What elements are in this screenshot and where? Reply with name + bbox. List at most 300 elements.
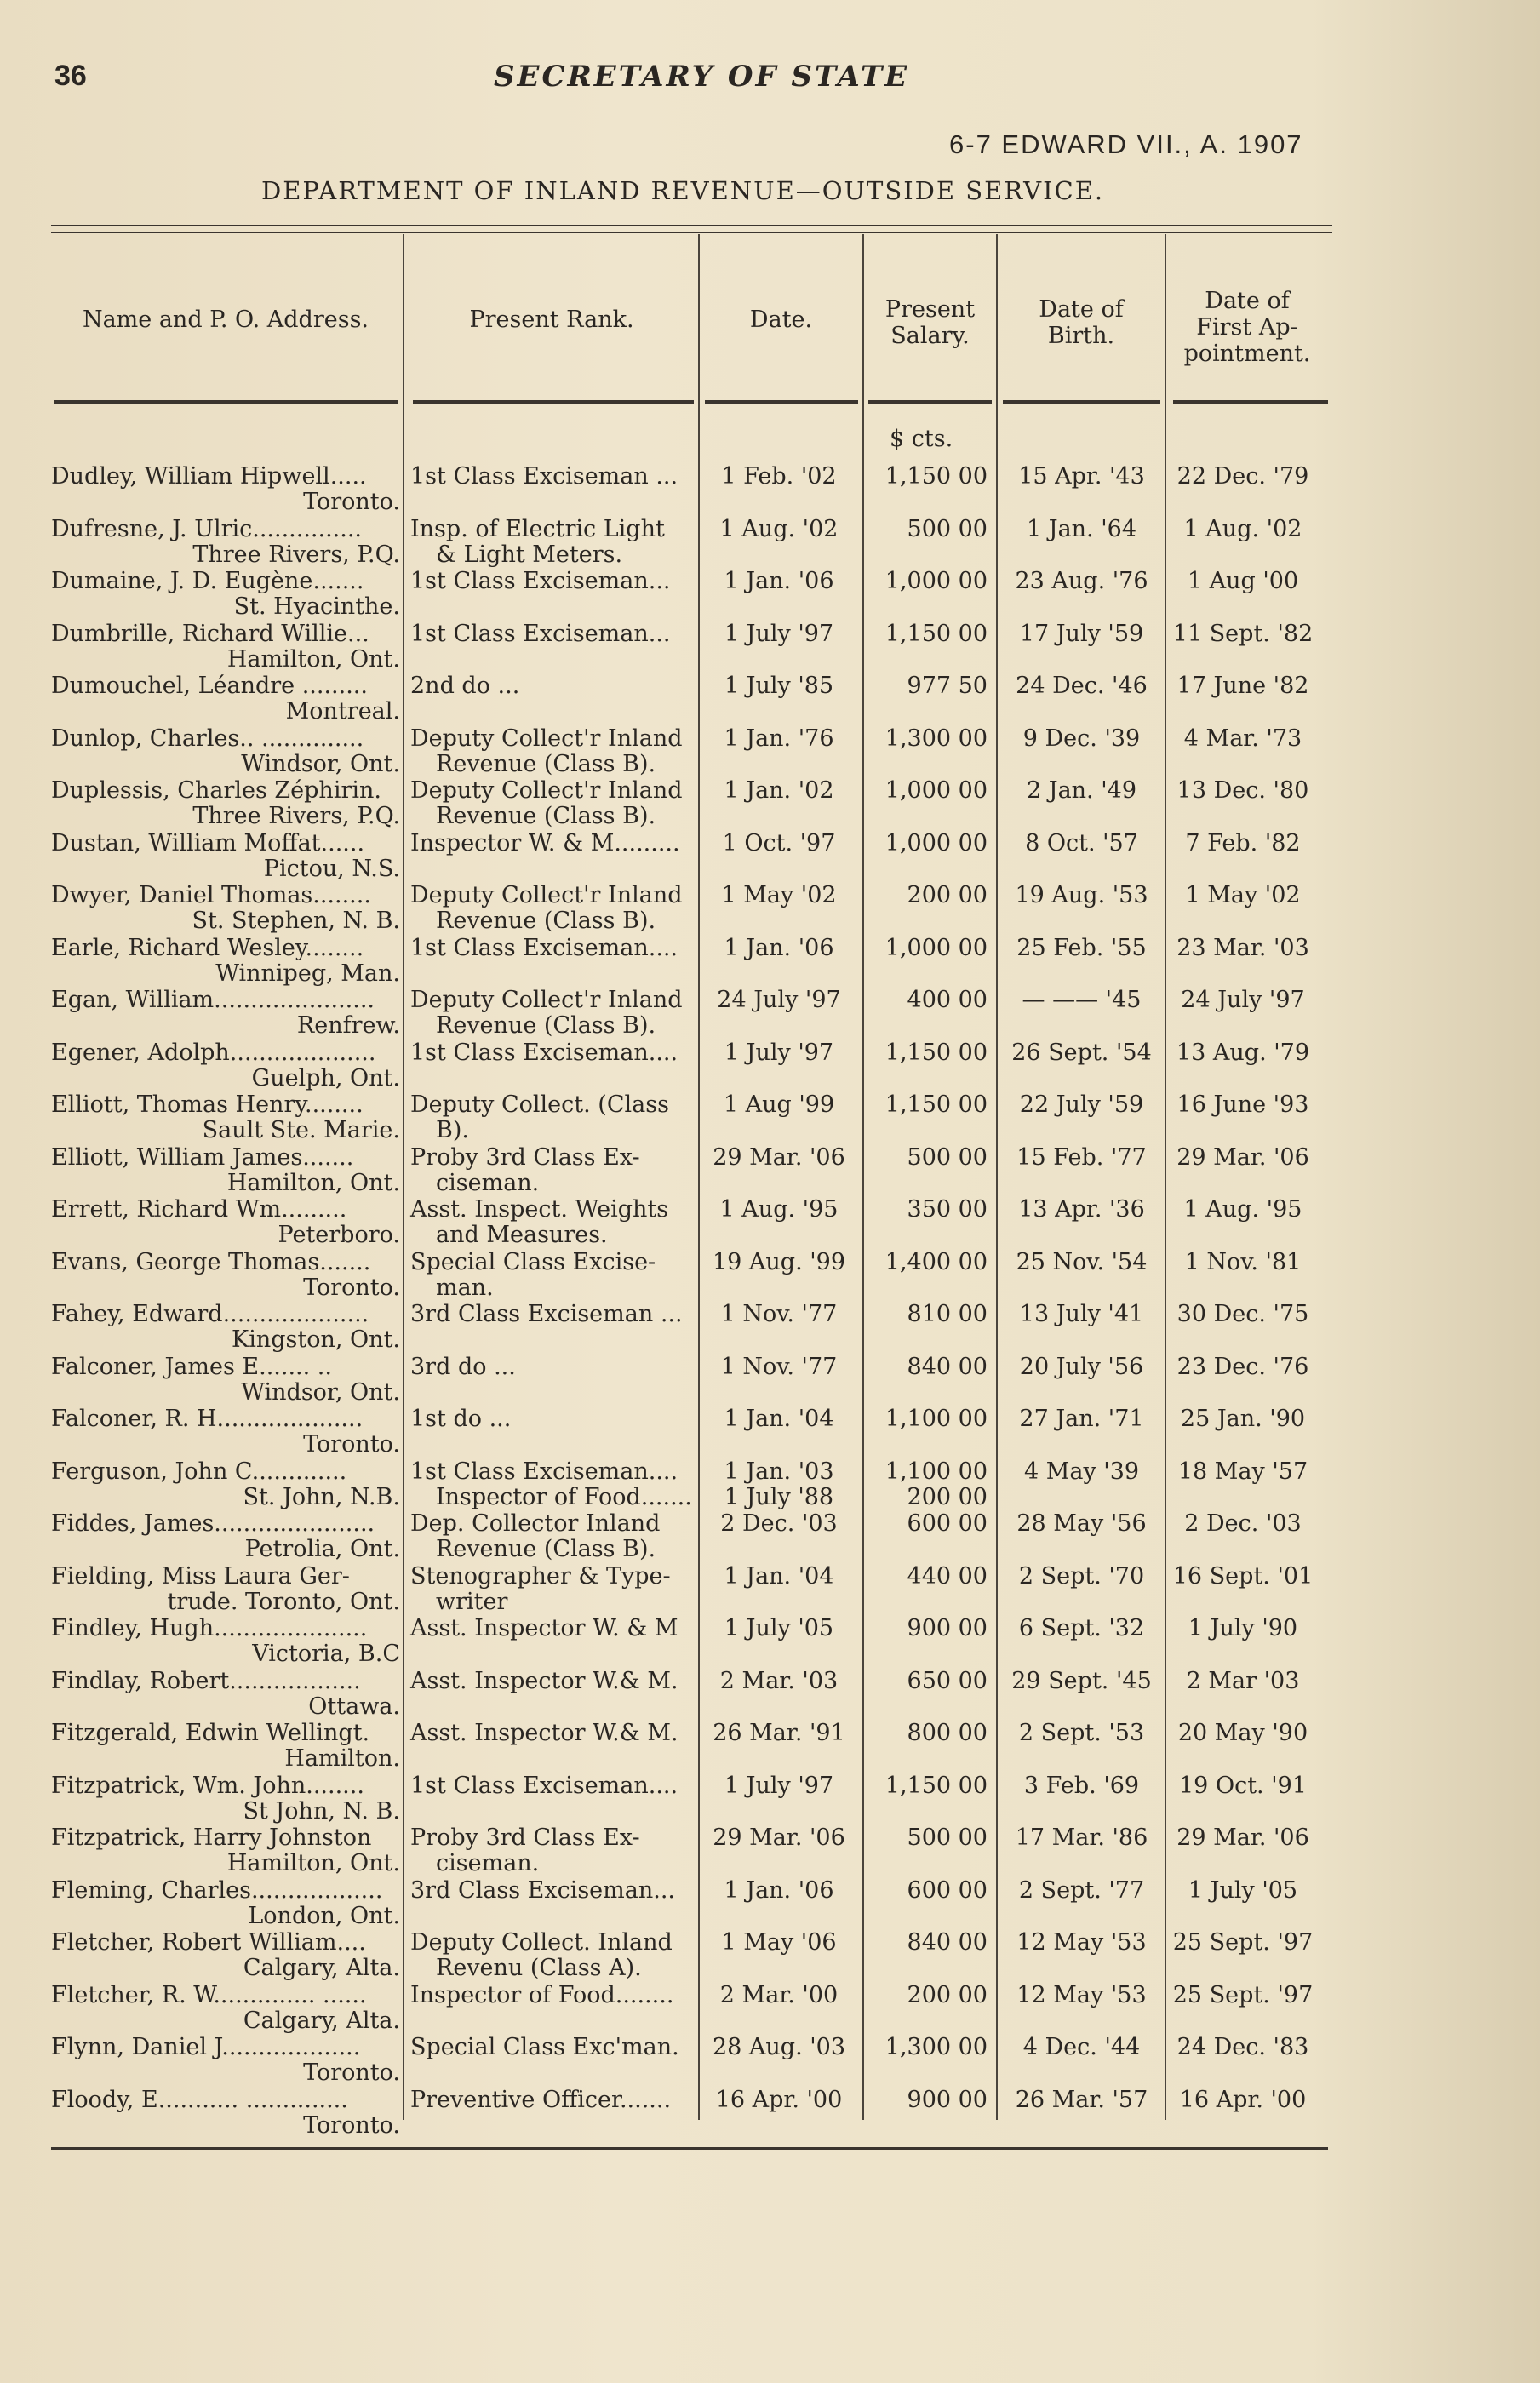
birth-date-cell bbox=[1003, 1721, 1160, 1746]
rank-date: 1 Jan. '04 bbox=[724, 1406, 834, 1432]
present-salary: 200 00 bbox=[907, 882, 988, 908]
present-rank: Deputy Collect'r Inland bbox=[410, 725, 683, 752]
present-rank: Asst. Inspector W.& M. bbox=[410, 1667, 678, 1694]
rank-date: 26 Mar. '91 bbox=[713, 1720, 845, 1746]
date-of-first-appointment: 1 May '02 bbox=[1185, 882, 1301, 908]
birth-date-cell bbox=[1003, 1145, 1160, 1171]
top-rule-2 bbox=[51, 232, 1332, 233]
date-of-first-appointment: 1 Aug. '02 bbox=[1183, 515, 1302, 542]
birth-date-cell bbox=[1003, 1406, 1160, 1432]
officer-name-cell bbox=[51, 1406, 400, 1458]
date-of-birth: 17 July '59 bbox=[1019, 620, 1144, 647]
officer-name-cell bbox=[51, 829, 400, 882]
date-cell bbox=[702, 1616, 856, 1641]
date-of-birth: 12 May '53 bbox=[1016, 1929, 1147, 1956]
birth-date-cell bbox=[1003, 1878, 1160, 1904]
table-row bbox=[0, 569, 1540, 622]
date-cell bbox=[702, 1511, 856, 1537]
top-rule-1 bbox=[51, 225, 1332, 226]
rank-date: 2 Mar. '00 bbox=[719, 1981, 839, 2008]
rank-date: 1 Oct. '97 bbox=[722, 829, 836, 856]
rank-cell bbox=[410, 569, 696, 594]
post-office-address: Victoria, B.C bbox=[252, 1641, 400, 1667]
post-office-address: Toronto. bbox=[303, 1274, 400, 1301]
birth-date-cell bbox=[1003, 1092, 1160, 1118]
officer-name: Duplessis, Charles Zéphirin. bbox=[51, 777, 381, 804]
present-salary: 1,100 00 bbox=[884, 1406, 988, 1432]
header-underline bbox=[1003, 400, 1160, 404]
date-cell bbox=[702, 1250, 856, 1275]
post-office-address: London, Ont. bbox=[248, 1902, 400, 1929]
birth-date-cell bbox=[1003, 1197, 1160, 1223]
rank-cell bbox=[410, 1669, 696, 1694]
rank-cell bbox=[410, 987, 696, 1039]
officer-name: Fitzpatrick, Wm. John........ bbox=[51, 1772, 364, 1799]
present-salary: 977 50 bbox=[907, 673, 988, 699]
salary-cell bbox=[864, 1302, 988, 1327]
first-appointment-cell bbox=[1166, 2035, 1320, 2060]
date-cell bbox=[702, 1878, 856, 1904]
date-cell bbox=[702, 1406, 856, 1432]
rank-date: 1 Jan. '06 bbox=[724, 568, 834, 594]
salary-cell bbox=[864, 1930, 988, 1956]
present-salary: 500 00 bbox=[907, 515, 988, 542]
officer-name: Elliott, Thomas Henry........ bbox=[51, 1091, 364, 1118]
salary-cell bbox=[864, 1773, 988, 1799]
rank-date: 28 Aug. '03 bbox=[712, 2034, 846, 2060]
header-date: Date. bbox=[749, 306, 813, 333]
first-appointment-cell bbox=[1166, 1355, 1320, 1380]
salary-cell bbox=[864, 1983, 988, 2008]
date-of-birth: 3 Feb. '69 bbox=[1023, 1772, 1140, 1799]
rank-cell bbox=[410, 1929, 696, 1981]
officer-name: Egan, William...................... bbox=[51, 987, 375, 1013]
officer-name-cell bbox=[51, 1091, 400, 1143]
salary-cell bbox=[864, 1092, 988, 1118]
present-salary: 1,000 00 bbox=[884, 568, 988, 594]
present-rank-continued: ciseman. bbox=[436, 1850, 540, 1876]
rank-date: 1 July '97 bbox=[724, 1772, 834, 1799]
officer-name: Earle, Richard Wesley........ bbox=[51, 934, 364, 961]
present-rank: 3rd Class Exciseman... bbox=[410, 1876, 676, 1904]
regnal-year: 6-7 EDWARD VII., A. 1907 bbox=[949, 129, 1303, 159]
date-of-birth: 2 Jan. '49 bbox=[1026, 777, 1136, 804]
running-head: SECRETARY OF STATE bbox=[494, 60, 910, 94]
date-cell bbox=[702, 2088, 856, 2113]
date-cell bbox=[702, 1092, 856, 1118]
present-salary: 400 00 bbox=[907, 987, 988, 1013]
post-office-address: Calgary, Alta. bbox=[243, 2007, 400, 2034]
birth-date-cell bbox=[1003, 1773, 1160, 1799]
first-appointment-cell bbox=[1166, 1092, 1320, 1118]
rank-date: 2 Mar. '03 bbox=[719, 1667, 839, 1694]
rank-date: 1 May '02 bbox=[721, 882, 837, 908]
present-rank: Asst. Inspector W.& M. bbox=[410, 1720, 678, 1746]
rank-cell bbox=[410, 515, 696, 568]
birth-date-cell bbox=[1003, 1616, 1160, 1641]
date-of-first-appointment: 23 Dec. '76 bbox=[1176, 1353, 1309, 1380]
salary-cell bbox=[864, 1511, 988, 1537]
table-row bbox=[0, 1773, 1540, 1826]
birth-date-cell bbox=[1003, 883, 1160, 908]
birth-date-cell bbox=[1003, 831, 1160, 856]
officer-name-cell bbox=[51, 1458, 400, 1510]
table-row bbox=[0, 1511, 1540, 1564]
salary-cell bbox=[864, 464, 988, 490]
date-of-first-appointment: 16 Apr. '00 bbox=[1179, 2086, 1307, 2113]
present-salary: 200 00 bbox=[907, 1981, 988, 2008]
present-rank: Asst. Inspector W. & M bbox=[410, 1615, 678, 1641]
date-of-first-appointment: 2 Mar '03 bbox=[1186, 1667, 1300, 1694]
salary-cell bbox=[864, 1721, 988, 1746]
date-of-first-appointment: 16 Sept. '01 bbox=[1172, 1562, 1314, 1590]
rank-cell bbox=[410, 1510, 696, 1562]
rank-date: 19 Aug. '99 bbox=[712, 1248, 846, 1275]
rank-cell bbox=[410, 725, 696, 777]
date-of-first-appointment: 29 Mar. '06 bbox=[1176, 1824, 1309, 1851]
date-of-birth: 13 Apr. '36 bbox=[1018, 1196, 1145, 1223]
birth-date-cell bbox=[1003, 1250, 1160, 1275]
present-salary: 1,300 00 bbox=[884, 2034, 988, 2060]
present-rank-continued: Revenu (Class A). bbox=[436, 1955, 642, 1981]
officer-name: Evans, George Thomas....... bbox=[51, 1248, 371, 1275]
first-appointment-cell bbox=[1166, 726, 1320, 752]
salary-cell bbox=[864, 1355, 988, 1380]
table-row bbox=[0, 2088, 1540, 2140]
table-row bbox=[0, 1930, 1540, 1983]
present-salary: 600 00 bbox=[907, 1876, 988, 1904]
officer-name: Dunlop, Charles.. .............. bbox=[51, 725, 364, 752]
date-of-first-appointment: 7 Feb. '82 bbox=[1185, 829, 1301, 856]
rank-date: 1 Aug. '02 bbox=[719, 515, 839, 542]
salary-cell bbox=[864, 622, 988, 647]
date-of-birth: 20 July '56 bbox=[1019, 1353, 1144, 1380]
present-rank: 1st Class Exciseman.... bbox=[410, 1458, 678, 1485]
date-of-first-appointment: 11 Sept. '82 bbox=[1172, 620, 1314, 647]
table-row bbox=[0, 1878, 1540, 1931]
present-rank: 1st Class Exciseman.... bbox=[410, 934, 678, 961]
present-salary: 840 00 bbox=[907, 1353, 988, 1380]
officer-name: Dwyer, Daniel Thomas........ bbox=[51, 882, 371, 908]
officer-name-cell bbox=[51, 1981, 400, 2034]
date-cell bbox=[702, 1983, 856, 2008]
post-office-address: Hamilton, Ont. bbox=[226, 1850, 400, 1876]
rank-cell bbox=[410, 464, 696, 490]
rank-date: 29 Mar. '06 bbox=[713, 1143, 845, 1171]
date-of-birth: 9 Dec. '39 bbox=[1022, 725, 1141, 752]
header-underline bbox=[705, 400, 858, 404]
birth-date-cell bbox=[1003, 1669, 1160, 1694]
post-office-address: Three Rivers, P.Q. bbox=[192, 803, 400, 829]
officer-name: Floody, E........... .............. bbox=[51, 2086, 348, 2113]
table-row bbox=[0, 517, 1540, 570]
salary-cell bbox=[864, 517, 988, 542]
present-rank: Deputy Collect. (Class bbox=[410, 1091, 669, 1118]
present-salary: 1,400 00 bbox=[884, 1248, 988, 1275]
officer-name-cell bbox=[51, 1353, 400, 1406]
date-of-birth: 23 Aug. '76 bbox=[1015, 568, 1148, 594]
officer-name-cell bbox=[51, 1301, 400, 1353]
present-salary: 1,150 00 bbox=[884, 1772, 988, 1799]
present-salary-second: 200 00 bbox=[907, 1483, 988, 1510]
rank-cell bbox=[410, 673, 696, 699]
post-office-address: trude. Toronto, Ont. bbox=[167, 1588, 400, 1615]
post-office-address: St. Stephen, N. B. bbox=[192, 908, 400, 934]
rank-cell bbox=[410, 936, 696, 961]
post-office-address: Calgary, Alta. bbox=[243, 1955, 400, 1981]
salary-cell bbox=[864, 1406, 988, 1432]
present-salary: 1,000 00 bbox=[884, 934, 988, 961]
salary-cell bbox=[864, 569, 988, 594]
page-number: 36 bbox=[54, 60, 87, 92]
rank-date: 1 Jan. '02 bbox=[724, 777, 834, 804]
present-rank: Deputy Collect'r Inland bbox=[410, 882, 683, 908]
salary-cell bbox=[864, 673, 988, 699]
officer-name: Findlay, Robert.................. bbox=[51, 1667, 361, 1694]
date-of-first-appointment: 18 May '57 bbox=[1177, 1458, 1308, 1485]
salary-cell bbox=[864, 831, 988, 856]
present-rank-continued: Revenue (Class B). bbox=[436, 1536, 656, 1562]
present-salary: 500 00 bbox=[907, 1143, 988, 1171]
table-row bbox=[0, 1669, 1540, 1721]
present-rank: Asst. Inspect. Weights bbox=[410, 1196, 669, 1223]
rank-date: 1 Aug. '95 bbox=[719, 1196, 839, 1223]
date-of-birth: 2 Sept. '77 bbox=[1018, 1876, 1145, 1904]
table-row bbox=[0, 1825, 1540, 1878]
post-office-address: Windsor, Ont. bbox=[241, 750, 400, 777]
post-office-address: Toronto. bbox=[303, 1431, 400, 1458]
officer-name: Fleming, Charles.................. bbox=[51, 1876, 383, 1904]
salary-cell bbox=[864, 1616, 988, 1641]
birth-date-cell bbox=[1003, 1564, 1160, 1590]
date-of-first-appointment: 4 Mar. '73 bbox=[1183, 725, 1302, 752]
officer-name: Fitzpatrick, Harry Johnston bbox=[51, 1824, 372, 1851]
salary-cell bbox=[864, 1825, 988, 1851]
birth-date-cell bbox=[1003, 1302, 1160, 1327]
first-appointment-cell bbox=[1166, 988, 1320, 1013]
date-cell bbox=[702, 936, 856, 961]
present-salary: 1,150 00 bbox=[884, 463, 988, 490]
rank-date: 1 May '06 bbox=[721, 1929, 837, 1956]
date-cell bbox=[702, 622, 856, 647]
officer-name-cell bbox=[51, 2086, 400, 2139]
post-office-address: Guelph, Ont. bbox=[251, 1064, 400, 1091]
table-row bbox=[0, 1197, 1540, 1250]
rank-cell bbox=[410, 777, 696, 829]
officer-name: Dumbrille, Richard Willie... bbox=[51, 620, 369, 647]
post-office-address: Hamilton. bbox=[284, 1745, 400, 1772]
first-appointment-cell bbox=[1166, 778, 1320, 804]
present-salary: 1,150 00 bbox=[884, 1039, 988, 1066]
table-row bbox=[0, 988, 1540, 1040]
first-appointment-cell bbox=[1166, 1878, 1320, 1904]
first-appointment-cell bbox=[1166, 1616, 1320, 1641]
officer-name: Egener, Adolph.................... bbox=[51, 1039, 376, 1066]
date-of-birth: 25 Feb. '55 bbox=[1016, 934, 1147, 961]
present-rank: Inspector W. & M......... bbox=[410, 829, 680, 856]
post-office-address: Windsor, Ont. bbox=[241, 1378, 400, 1406]
present-salary: 900 00 bbox=[907, 1615, 988, 1641]
first-appointment-cell bbox=[1166, 464, 1320, 490]
officer-name-cell bbox=[51, 1772, 400, 1824]
birth-date-cell bbox=[1003, 1040, 1160, 1066]
rank-cell bbox=[410, 1562, 696, 1615]
officer-name: Dustan, William Moffat...... bbox=[51, 829, 365, 856]
date-cell bbox=[702, 1197, 856, 1223]
first-appointment-cell bbox=[1166, 673, 1320, 699]
present-rank: 1st Class Exciseman.... bbox=[410, 1039, 678, 1066]
date-of-birth: 22 July '59 bbox=[1019, 1091, 1144, 1118]
table-row bbox=[0, 1564, 1540, 1617]
present-rank: 1st Class Exciseman... bbox=[410, 568, 671, 594]
salary-cell bbox=[864, 1040, 988, 1066]
date-cell bbox=[702, 1302, 856, 1327]
salary-cell bbox=[864, 2035, 988, 2060]
date-of-birth: 29 Sept. '45 bbox=[1011, 1667, 1152, 1694]
table-body bbox=[0, 464, 1540, 2140]
officer-name-cell bbox=[51, 1876, 400, 1929]
table-row bbox=[0, 778, 1540, 831]
date-of-first-appointment: 25 Sept. '97 bbox=[1172, 1929, 1314, 1956]
birth-date-cell bbox=[1003, 2088, 1160, 2113]
date-of-birth: 4 May '39 bbox=[1023, 1458, 1140, 1485]
birth-date-cell bbox=[1003, 622, 1160, 647]
date-of-first-appointment: 23 Mar. '03 bbox=[1176, 934, 1309, 961]
officer-name-cell bbox=[51, 620, 400, 673]
present-salary: 1,100 00 bbox=[884, 1458, 988, 1485]
rank-cell bbox=[410, 1878, 696, 1904]
rank-cell bbox=[410, 1040, 696, 1066]
present-rank-continued: & Light Meters. bbox=[436, 541, 623, 568]
post-office-address: Toronto. bbox=[303, 2111, 400, 2139]
rank-date-second: 1 July '88 bbox=[724, 1483, 834, 1510]
officer-name: Fiddes, James...................... bbox=[51, 1510, 375, 1537]
officer-name-cell bbox=[51, 1824, 400, 1876]
officer-name: Fletcher, R. W.............. ...... bbox=[51, 1981, 367, 2008]
post-office-address: Kingston, Ont. bbox=[232, 1326, 400, 1353]
date-of-birth: 13 July '41 bbox=[1019, 1301, 1144, 1327]
date-of-first-appointment: 13 Aug. '79 bbox=[1176, 1039, 1310, 1066]
header-salary: Present Salary. bbox=[884, 296, 976, 349]
rank-date: 1 Jan. '06 bbox=[724, 1876, 834, 1904]
salary-cell bbox=[864, 1197, 988, 1223]
first-appointment-cell bbox=[1166, 622, 1320, 647]
rank-date: 1 Nov. '77 bbox=[720, 1301, 838, 1327]
officer-name: Dudley, William Hipwell..... bbox=[51, 463, 367, 490]
birth-date-cell bbox=[1003, 464, 1160, 490]
table-row bbox=[0, 1145, 1540, 1198]
present-rank-continued: writer bbox=[436, 1588, 508, 1615]
birth-date-cell bbox=[1003, 778, 1160, 804]
date-of-birth: 27 Jan. '71 bbox=[1019, 1406, 1144, 1432]
header-birth: Date of Birth. bbox=[1039, 296, 1124, 349]
date-cell bbox=[702, 1459, 856, 1510]
date-cell bbox=[702, 517, 856, 542]
header-underline bbox=[868, 400, 992, 404]
birth-date-cell bbox=[1003, 1459, 1160, 1485]
header-underline bbox=[1173, 400, 1328, 404]
present-salary: 1,150 00 bbox=[884, 1091, 988, 1118]
salary-cell bbox=[864, 883, 988, 908]
date-of-first-appointment: 24 July '97 bbox=[1181, 987, 1305, 1013]
table-row bbox=[0, 1721, 1540, 1773]
present-rank: Deputy Collect. Inland bbox=[410, 1929, 673, 1956]
present-rank-continued: ciseman. bbox=[436, 1169, 540, 1196]
rank-date: 1 Jan. '76 bbox=[724, 725, 834, 752]
header-name: Name and P. O. Address. bbox=[82, 306, 369, 333]
table-row bbox=[0, 1406, 1540, 1459]
birth-date-cell bbox=[1003, 726, 1160, 752]
officer-name: Falconer, James E....... .. bbox=[51, 1353, 332, 1380]
rank-date: 1 July '97 bbox=[724, 620, 834, 647]
first-appointment-cell bbox=[1166, 569, 1320, 594]
officer-name: Falconer, R. H.................... bbox=[51, 1406, 364, 1432]
date-cell bbox=[702, 569, 856, 594]
first-appointment-cell bbox=[1166, 936, 1320, 961]
date-of-first-appointment: 1 Nov. '81 bbox=[1184, 1248, 1302, 1275]
officer-name-cell bbox=[51, 1248, 400, 1301]
first-appointment-cell bbox=[1166, 1197, 1320, 1223]
date-of-first-appointment: 30 Dec. '75 bbox=[1176, 1301, 1309, 1327]
present-salary: 600 00 bbox=[907, 1510, 988, 1537]
rank-date: 1 Nov. '77 bbox=[720, 1353, 838, 1380]
date-cell bbox=[702, 1930, 856, 1956]
date-cell bbox=[702, 883, 856, 908]
date-of-first-appointment: 1 July '05 bbox=[1188, 1876, 1298, 1904]
date-cell bbox=[702, 1773, 856, 1799]
officer-name-cell bbox=[51, 987, 400, 1039]
present-rank: 3rd Class Exciseman ... bbox=[410, 1301, 683, 1327]
present-rank-continued: Inspector of Food....... bbox=[436, 1483, 692, 1510]
department-title: DEPARTMENT OF INLAND REVENUE—OUTSIDE SERVICE. bbox=[261, 176, 1105, 205]
birth-date-cell bbox=[1003, 988, 1160, 1013]
date-cell bbox=[702, 2035, 856, 2060]
present-salary: 500 00 bbox=[907, 1824, 988, 1851]
date-cell bbox=[702, 726, 856, 752]
salary-units: $ cts. bbox=[890, 426, 953, 452]
table-row bbox=[0, 831, 1540, 884]
table-row bbox=[0, 726, 1540, 779]
present-salary: 1,300 00 bbox=[884, 725, 988, 752]
officer-name-cell bbox=[51, 515, 400, 568]
header-rank: Present Rank. bbox=[469, 306, 634, 333]
first-appointment-cell bbox=[1166, 2088, 1320, 2113]
rank-cell bbox=[410, 622, 696, 647]
rank-cell bbox=[410, 1355, 696, 1380]
salary-cell bbox=[864, 936, 988, 961]
officer-name: Flynn, Daniel J................... bbox=[51, 2034, 361, 2060]
date-cell bbox=[702, 1721, 856, 1746]
date-of-birth: 8 Oct. '57 bbox=[1025, 829, 1138, 856]
table-row bbox=[0, 673, 1540, 726]
salary-cell bbox=[864, 1878, 988, 1904]
date-of-birth: 2 Sept. '70 bbox=[1018, 1562, 1145, 1590]
salary-cell bbox=[864, 1669, 988, 1694]
present-rank: Inspector of Food........ bbox=[410, 1981, 674, 2008]
date-cell bbox=[702, 1355, 856, 1380]
first-appointment-cell bbox=[1166, 1930, 1320, 1956]
present-salary: 900 00 bbox=[907, 2086, 988, 2113]
post-office-address: Peterboro. bbox=[278, 1222, 400, 1248]
date-of-birth: 25 Nov. '54 bbox=[1016, 1248, 1148, 1275]
first-appointment-cell bbox=[1166, 1302, 1320, 1327]
date-of-first-appointment: 24 Dec. '83 bbox=[1176, 2034, 1309, 2060]
post-office-address: Hamilton, Ont. bbox=[226, 1169, 400, 1196]
officer-name-cell bbox=[51, 463, 400, 515]
table-row bbox=[0, 1616, 1540, 1669]
post-office-address: Pictou, N.S. bbox=[263, 855, 400, 882]
officer-name: Dufresne, J. Ulric............... bbox=[51, 515, 362, 542]
